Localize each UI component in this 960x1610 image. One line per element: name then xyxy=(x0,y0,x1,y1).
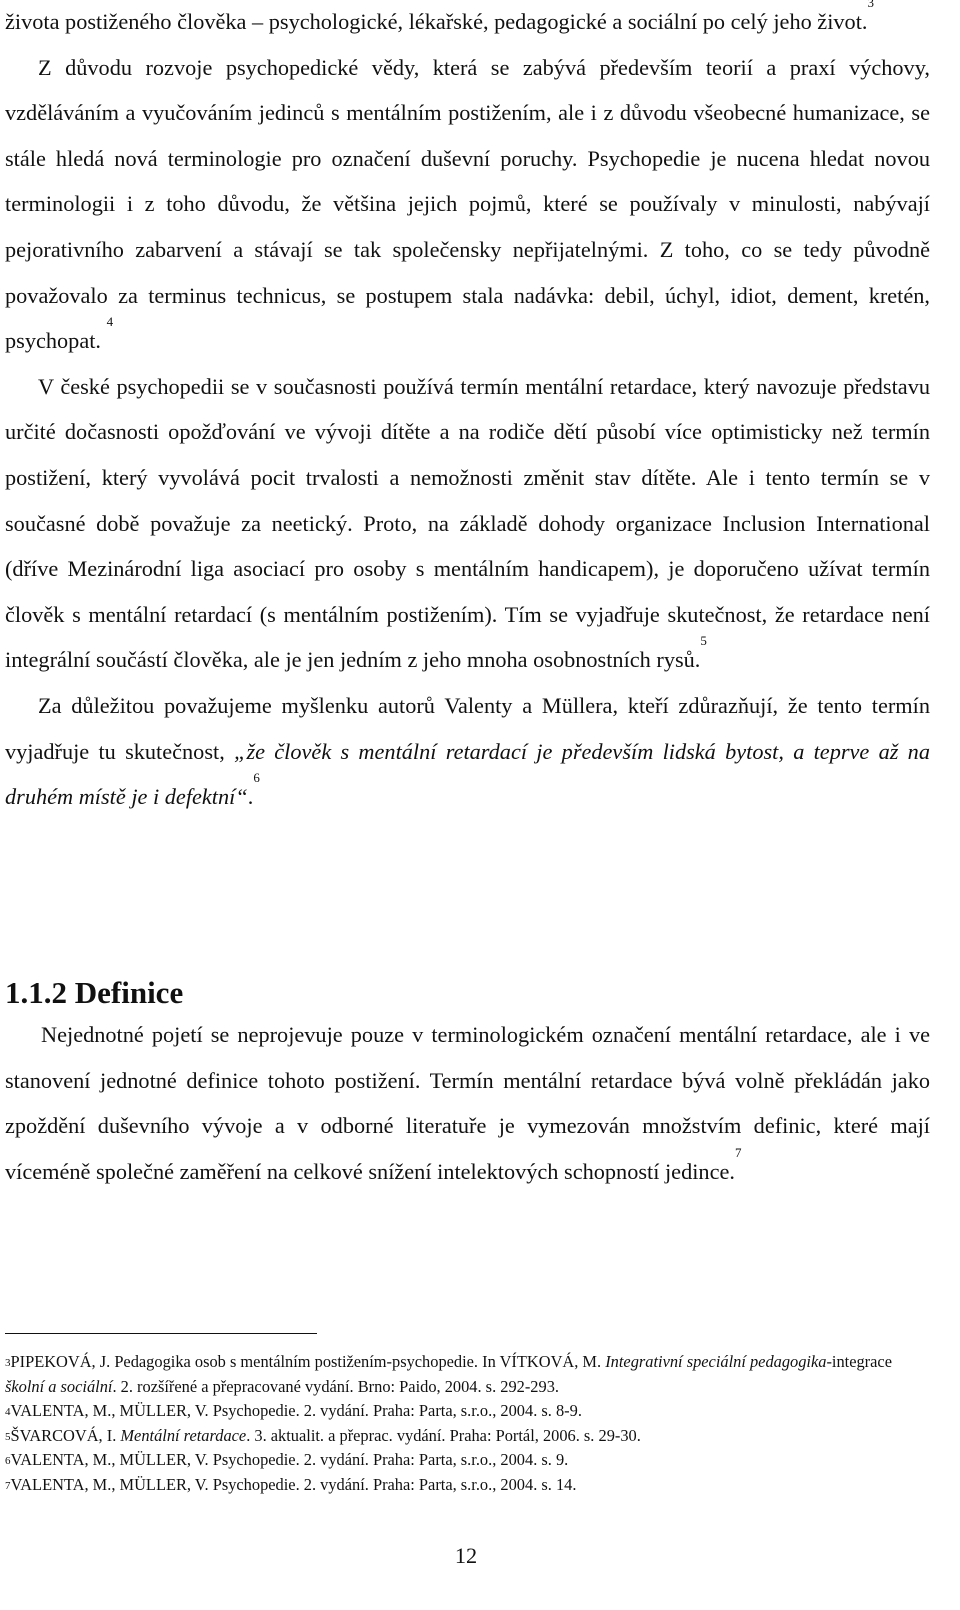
footnote-ref: 5 xyxy=(700,633,707,649)
paragraph-definition: Nejednotné pojetí se neprojevuje pouze v terminologickém označení mentální retardace, ale i ve stanovení jednotné definice tohoto postižení. Termín mentální retardace bývá volně překládán jako zpoždění duševního vývoje a v odborné literatuře je vymezován množstvím definic, které mají víceméně společné zaměření na celkové snížení intelektových schopností jedince.$^7$ xyxy=(5,1022,930,1184)
footnotes xyxy=(5,1350,930,1498)
paragraph-continuation: života postiženého člověka – psychologické, lékařské, pedagogické a sociální po celý jeho život.$^3$ xyxy=(5,0,930,45)
body-text xyxy=(5,0,930,820)
section-heading: 1.1.2 Definice xyxy=(5,975,184,1010)
footnote-item: $^7$VALENTA, M., MÜLLER, V. Psychopedie. 2. vydání. Praha: Parta, s.r.o., 2004. s. 14. xyxy=(5,1474,577,1494)
paragraph-terminology: Z důvodu rozvoje psychopedické vědy, která se zabývá především teorií a praxí výchovy, vzděláváním a vyučováním jedinců s mentálním postižením, ale i z důvodu všeobecné humanizace, se stále hledá nová terminologie pro označení duševní poruchy. Psychopedie je nucena hledat novou terminologii i z toho důvodu, že většina jejich pojmů, které se používaly v minulosti, nabývají pejorativního zabarvení a stávají se tak společensky nepřijatelnými. Z toho, co se tedy původně považovalo za terminus technicus, se postupem stala nadávka: debil, úchyl, idiot, dement, kretén, psychopat. $^4$ xyxy=(5,54,930,354)
footnote-item: $^5$ŠVARCOVÁ, I. Mentální retardace. 3. aktualit. a přeprac. vydání. Praha: Portál, 2006. s. 29-30. xyxy=(5,1425,641,1445)
footnote-ref: 6 xyxy=(253,770,260,786)
footnote-separator xyxy=(5,1333,317,1334)
definition-section xyxy=(5,1012,930,1194)
footnote-ref: 7 xyxy=(734,1144,742,1160)
footnote-item: $^6$VALENTA, M., MÜLLER, V. Psychopedie. 2. vydání. Praha: Parta, s.r.o., 2004. s. 9. xyxy=(5,1450,569,1470)
page-number: 12 xyxy=(454,1543,478,1568)
footnote-ref: 4 xyxy=(106,314,114,330)
footnote-item: $^4$VALENTA, M., MÜLLER, V. Psychopedie. 2. vydání. Praha: Parta, s.r.o., 2004. s. 8-9. xyxy=(5,1401,582,1421)
footnote-item: $^3$PIPEKOVÁ, J. Pedagogika osob s mentálním postižením-psychopedie. In VÍTKOVÁ, M. Integrativní speciální pedagogika-integrace školní a sociální. 2. rozšířené a přepracované vydání. Brno: Paido, 2004. s. 292-293. xyxy=(5,1352,892,1396)
italic-quote: „že člověk s mentální retardací je především lidská bytost, a teprve až na druhém místě je i defektní“ xyxy=(5,738,930,810)
footnote-ref: 3 xyxy=(867,0,874,10)
paragraph-valenta-muller: Za důležitou považujeme myšlenku autorů Valenty a Müllera, kteří zdůrazňují, že tento termín vyjadřuje tu skutečnost, „že člověk s mentální retardací je především lidská bytost, a teprve až na druhém místě je i defektní“.$^6$ xyxy=(5,692,930,810)
paragraph-czech-psychopedie: V české psychopedii se v současnosti používá termín mentální retardace, který navozuje představu určité dočasnosti opožďování ve vývoji dítěte a na rodiče dětí působí více optimisticky než termín postižení, který vyvolává pocit trvalosti a nemožnosti změnit stav dítěte. Ale i tento termín se v současné době považuje za neetický. Proto, na základě dohody organizace Inclusion International (dříve Mezinárodní liga asociací pro osoby s mentálním handicapem), je doporučeno užívat termín člověk s mentální retardací (s mentálním postižením). Tím se vyjadřuje skutečnost, že retardace není integrální součástí člověka, ale je jen jedním z jeho mnoha osobnostních rysů.$^5$ xyxy=(5,373,930,673)
